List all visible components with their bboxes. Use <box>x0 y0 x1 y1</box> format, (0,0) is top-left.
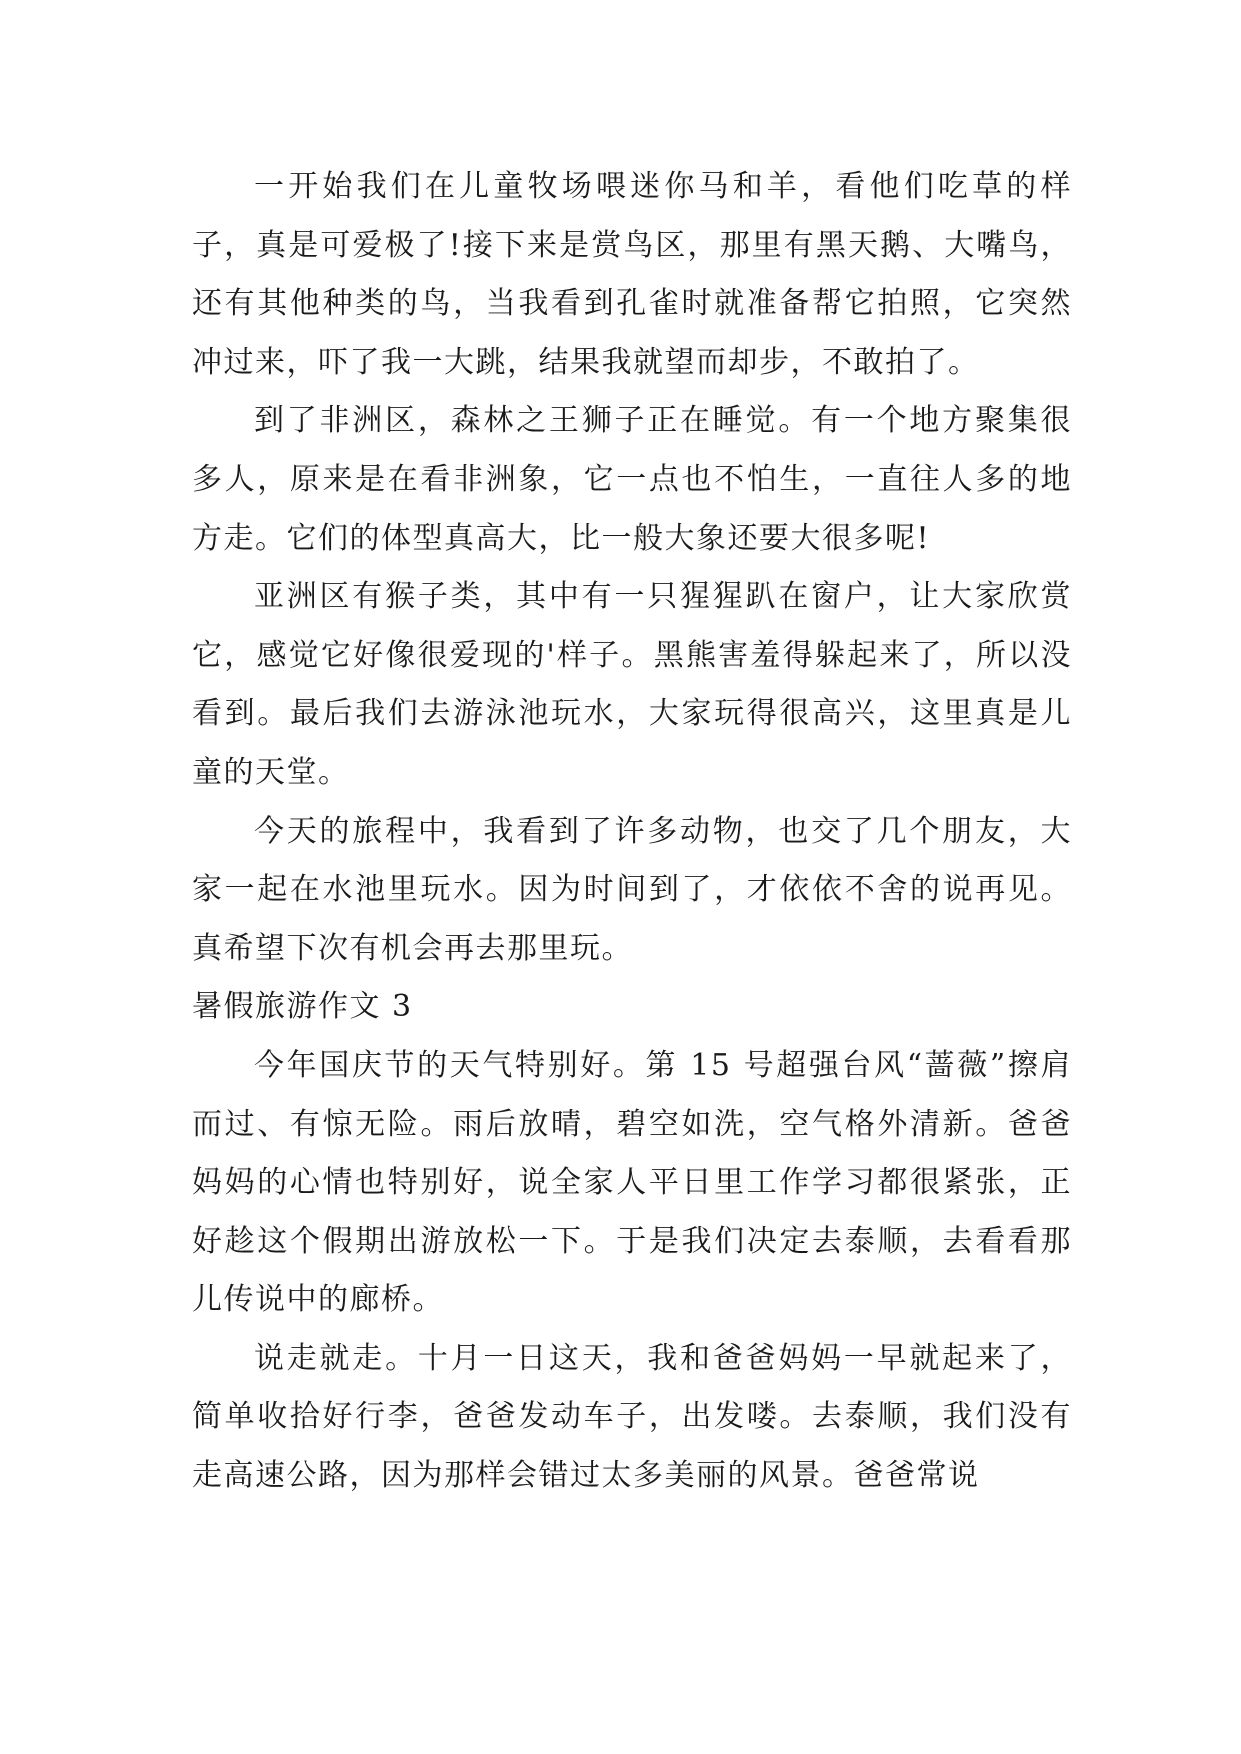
paragraph-africa-area: 到了非洲区，森林之王狮子正在睡觉。有一个地方聚集很多人，原来是在看非洲象，它一点也不怕生，一直往人多的地方走。它们的体型真高大，比一般大象还要大很多呢! <box>192 403 1072 556</box>
document-page <box>192 158 1072 1506</box>
paragraph-national-day: 今年国庆节的天气特别好。第 15 号超强台风“蔷薇”擦肩而过、有惊无险。雨后放晴，碧空如洗，空气格外清新。爸爸妈妈的心情也特别好，说全家人平日里工作学习都很紧张，正好趁这个假期出游放松一下。于是我们决定去泰顺，去看看那儿传说中的廊桥。 <box>192 1047 1072 1318</box>
paragraph-asia-area: 亚洲区有猴子类，其中有一只猩猩趴在窗户，让大家欣赏它，感觉它好像很爱现的'样子。黑熊害羞得躲起来了，所以没看到。最后我们去游泳池玩水，大家玩得很高兴，这里真是儿童的天堂。 <box>192 579 1072 790</box>
paragraph-children-ranch: 一开始我们在儿童牧场喂迷你马和羊，看他们吃草的样子，真是可爱极了!接下来是赏鸟区，那里有黑天鹅、大嘴鸟，还有其他种类的鸟，当我看到孔雀时就准备帮它拍照，它突然冲过来，吓了我一大跳，结果我就望而却步，不敢拍了。 <box>192 169 1072 380</box>
paragraph-departure: 说走就走。十月一日这天，我和爸爸妈妈一早就起来了，简单收拾好行李，爸爸发动车子，出发喽。去泰顺，我们没有走高速公路，因为那样会错过太多美丽的风景。爸爸常说 <box>192 1340 1072 1494</box>
section-heading: 暑假旅游作文 3 <box>192 989 413 1025</box>
paragraph-trip-summary: 今天的旅程中，我看到了许多动物，也交了几个朋友，大家一起在水池里玩水。因为时间到了，才依依不舍的说再见。真希望下次有机会再去那里玩。 <box>192 813 1072 966</box>
